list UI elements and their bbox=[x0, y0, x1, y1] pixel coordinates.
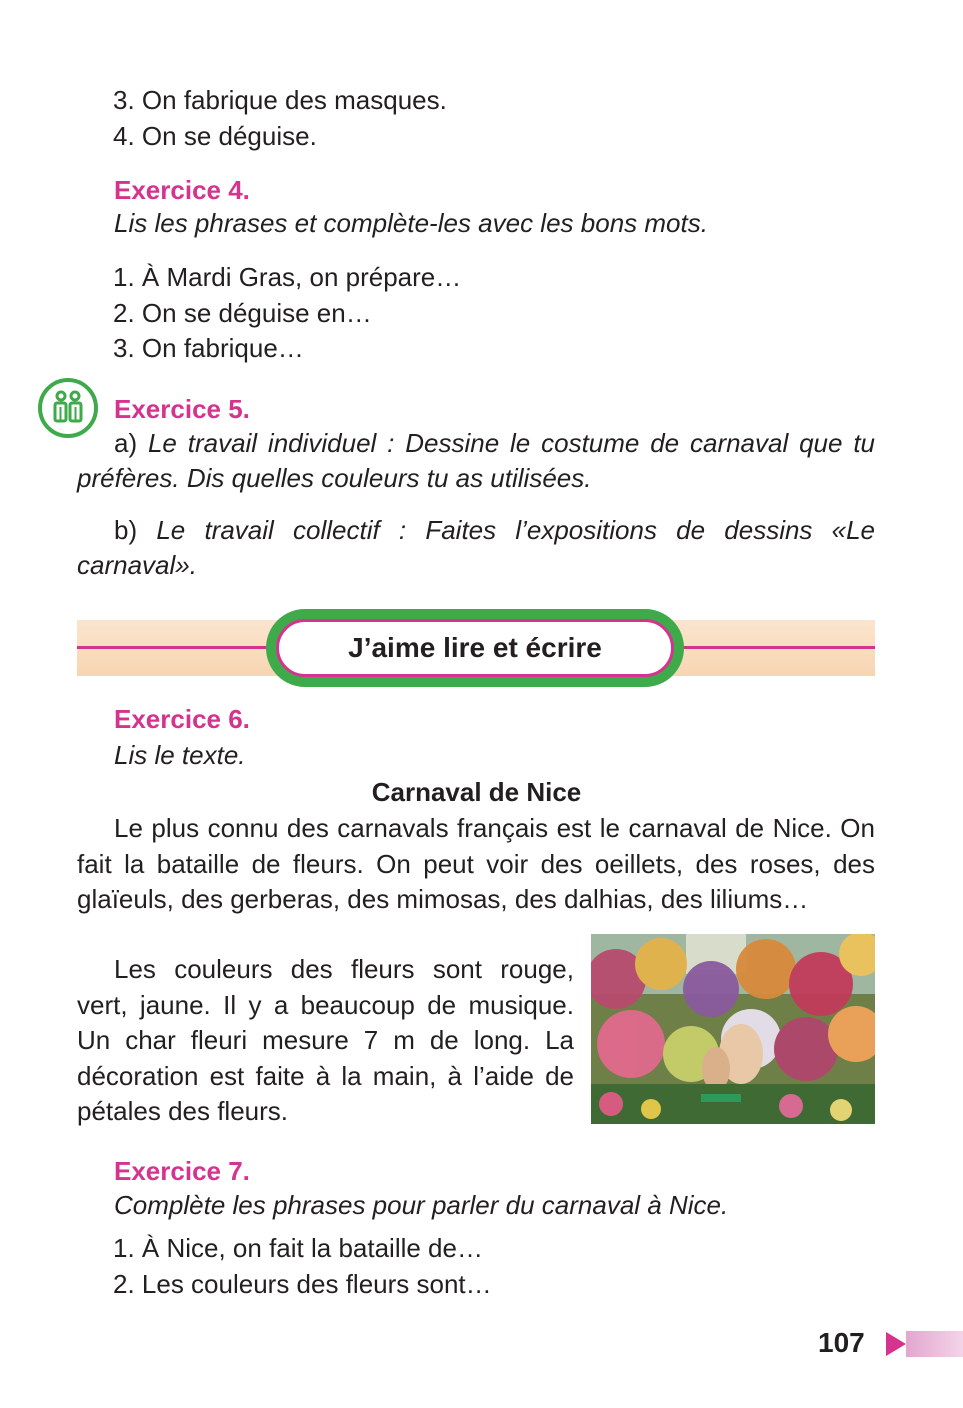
part-a-label: a) bbox=[114, 428, 148, 458]
list-item: 2. On se déguise en… bbox=[113, 298, 372, 328]
exercise-7-title: Exercice 7. bbox=[114, 1156, 250, 1186]
part-b-label: b) bbox=[114, 515, 157, 545]
exercise-5-part-a bbox=[77, 426, 875, 496]
exercise-4-title: Exercice 4. bbox=[114, 175, 250, 205]
flower-float-photo bbox=[591, 934, 875, 1124]
page-tab-strip bbox=[906, 1331, 963, 1357]
text-paragraph-2: Les couleurs des fleurs sont rouge, vert, jaune. Il y a beaucoup de musique. Un char fleuri mesure 7 m de long. La décoration est faite à la main, à l’aide de pétales des fleurs. bbox=[77, 954, 574, 1126]
exercise-6-title: Exercice 6. bbox=[114, 704, 250, 734]
text-title: Carnaval de Nice bbox=[371, 777, 582, 807]
exercise-6-instruction: Lis le texte. bbox=[114, 740, 246, 770]
exercise-7-instruction: Complète les phrases pour parler du carnaval à Nice. bbox=[114, 1190, 729, 1220]
section-banner bbox=[266, 609, 684, 687]
exercise-5-title: Exercice 5. bbox=[114, 394, 250, 424]
part-a-text: Le travail individuel : Dessine le costume de carnaval que tu préfères. Dis quelles couleurs tu as utilisées. bbox=[77, 428, 876, 493]
list-item: 2. Les couleurs des fleurs sont… bbox=[113, 1269, 492, 1299]
text-paragraph-1: Le plus connu des carnavals français est le carnaval de Nice. On fait la bataille de fleurs. On peut voir des oeillets, des roses, des glaïeuls, des gerberas, des mimosas, des dalhias, des liliums… bbox=[77, 813, 875, 914]
exercise-4-instruction: Lis les phrases et complète-les avec les bons mots. bbox=[114, 208, 708, 238]
part-b-text: Le travail collectif : Faites l’expositions de dessins «Le carnaval». bbox=[77, 515, 876, 580]
list-item: 4. On se déguise. bbox=[113, 121, 317, 151]
list-item: 1. À Nice, on fait la bataille de… bbox=[113, 1233, 483, 1263]
list-item: 3. On fabrique des masques. bbox=[113, 85, 447, 115]
section-title: J’aime lire et écrire bbox=[276, 619, 674, 677]
exercise-5-part-b bbox=[77, 513, 875, 583]
list-item: 3. On fabrique… bbox=[113, 333, 304, 363]
page-arrow-icon bbox=[884, 1331, 908, 1357]
list-item: 1. À Mardi Gras, on prépare… bbox=[113, 262, 462, 292]
page-number: 107 bbox=[818, 1327, 865, 1358]
